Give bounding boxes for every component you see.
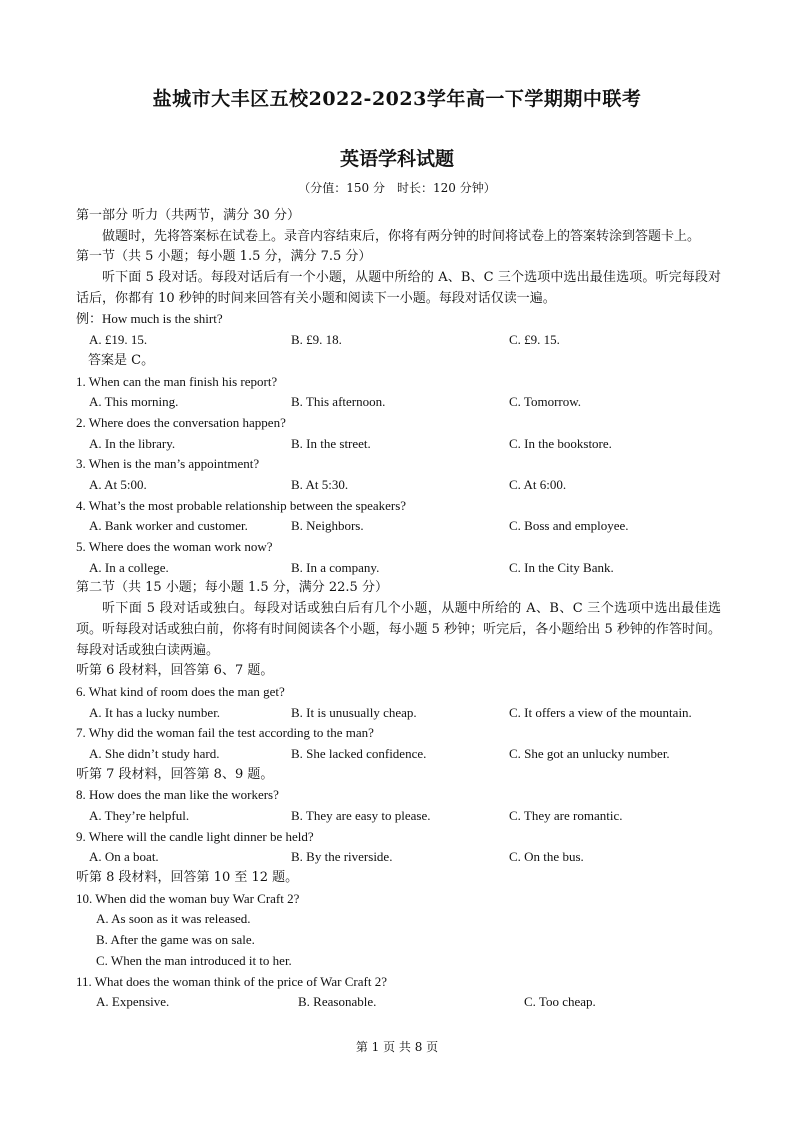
question-9: 9. Where will the candle light dinner be held?: [76, 828, 314, 844]
question-8-options: [76, 806, 721, 827]
option-a: A. Bank worker and customer.: [89, 518, 248, 534]
option-a: A. They’re helpful.: [89, 808, 190, 824]
option-b: B. She lacked confidence.: [291, 745, 427, 761]
option-a: A. In the library.: [89, 435, 176, 451]
option-a: A. Expensive.: [96, 994, 170, 1010]
option-b: B. £9. 18.: [291, 332, 342, 348]
option-c: C. She got an unlucky number.: [509, 745, 670, 761]
section2-heading: 第二节（共 15 小题；每小题 1.5 分，满分 22.5 分）: [76, 580, 388, 596]
option-c: C. Boss and employee.: [509, 518, 629, 534]
score-time-info: （分值：150 分 时长：120 分钟）: [298, 181, 496, 195]
option-b: B. In a company.: [291, 559, 380, 575]
question-6: 6. What kind of room does the man get?: [76, 683, 285, 699]
option-b: B. In the street.: [291, 435, 371, 451]
material-7-heading: 听第 7 段材料，回答第 8、9 题。: [76, 766, 274, 782]
question-8: 8. How does the man like the workers?: [76, 787, 279, 803]
exam-content: [76, 206, 721, 1013]
exam-title: 盐城市大丰区五校2022-2023学年高一下学期期中联考: [152, 88, 642, 110]
subject-title: 英语学科试题: [339, 148, 454, 170]
option-b: B. This afternoon.: [291, 394, 386, 410]
question-5: 5. Where does the woman work now?: [76, 539, 273, 555]
question-3-options: [76, 475, 721, 496]
option-b: B. By the riverside.: [291, 849, 393, 865]
question-1-options: [76, 392, 721, 413]
section1-instructions: 听下面 5 段对话。每段对话后有一个小题，从题中所给的 A、B、C 三个选项中选出最佳选项。听完每段对话后，你都有 10 秒钟的时间来回答有关小题和阅读下一小题。每段对话仅读一遍。: [76, 270, 721, 306]
section1-heading: 第一节（共 5 小题；每小题 1.5 分，满分 7.5 分）: [76, 249, 372, 265]
option-b: B. Neighbors.: [291, 518, 364, 534]
option-a: A. At 5:00.: [89, 476, 147, 492]
example-answer: 答案是 C。: [88, 352, 155, 368]
question-10-option-c: C. When the man introduced it to her.: [96, 952, 292, 968]
section2-instructions: 听下面 5 段对话或独白。每段对话或独白后有几个小题，从题中所给的 A、B、C 三个选项中选出最佳选项。听每段对话或独白前，你将有时间阅读各个小题，每小题 5 秒钟；听完后，各小题给出 5 秒钟的作答时间。每段对话或独白读两遍。: [76, 601, 721, 658]
option-c: C. In the City Bank.: [509, 559, 614, 575]
option-a: A. This morning.: [89, 394, 179, 410]
option-c: C. On the bus.: [509, 849, 584, 865]
example-options: [76, 330, 721, 351]
question-10: 10. When did the woman buy War Craft 2?: [76, 890, 300, 906]
question-4: 4. What’s the most probable relationship between the speakers?: [76, 497, 407, 513]
option-b: B. At 5:30.: [291, 476, 349, 492]
question-3: 3. When is the man’s appointment?: [76, 456, 260, 472]
question-5-options: [76, 558, 721, 579]
part1-heading: 第一部分 听力（共两节，满分 30 分）: [76, 208, 300, 223]
option-a: A. She didn’t study hard.: [89, 745, 220, 761]
option-a: A. On a boat.: [89, 849, 159, 865]
question-10-option-a: A. As soon as it was released.: [96, 911, 251, 927]
option-c: C. In the bookstore.: [509, 435, 612, 451]
material-8-heading: 听第 8 段材料，回答第 10 至 12 题。: [76, 870, 299, 886]
part1-instructions: 做题时，先将答案标在试卷上。录音内容结束后，你将有两分钟的时间将试卷上的答案转涂到答题卡上。: [102, 228, 701, 244]
question-2-options: [76, 434, 721, 455]
option-c: C. Too cheap.: [524, 994, 596, 1010]
question-4-options: [76, 516, 721, 537]
option-a: A. In a college.: [89, 559, 169, 575]
option-b: B. They are easy to please.: [291, 808, 431, 824]
option-b: B. Reasonable.: [298, 994, 377, 1010]
example-question: 例：How much is the shirt?: [76, 311, 223, 327]
question-1: 1. When can the man finish his report?: [76, 373, 278, 389]
option-c: C. Tomorrow.: [509, 394, 582, 410]
question-2: 2. Where does the conversation happen?: [76, 414, 286, 430]
option-c: C. £9. 15.: [509, 332, 560, 348]
option-c: C. It offers a view of the mountain.: [509, 704, 692, 720]
question-6-options: [76, 703, 721, 724]
option-a: A. It has a lucky number.: [89, 704, 221, 720]
option-c: C. At 6:00.: [509, 476, 567, 492]
question-7-options: [76, 744, 721, 765]
question-10-option-b: B. After the game was on sale.: [96, 932, 255, 948]
question-9-options: [76, 847, 721, 868]
question-11-options: [76, 992, 721, 1013]
option-b: B. It is unusually cheap.: [291, 704, 417, 720]
option-c: C. They are romantic.: [509, 808, 623, 824]
option-a: A. £19. 15.: [89, 332, 148, 348]
question-7: 7. Why did the woman fail the test according to the man?: [76, 725, 374, 741]
question-11: 11. What does the woman think of the price of War Craft 2?: [76, 973, 387, 989]
material-6-heading: 听第 6 段材料，回答第 6、7 题。: [76, 663, 274, 679]
page-number: 第 1 页 共 8 页: [355, 1040, 439, 1054]
